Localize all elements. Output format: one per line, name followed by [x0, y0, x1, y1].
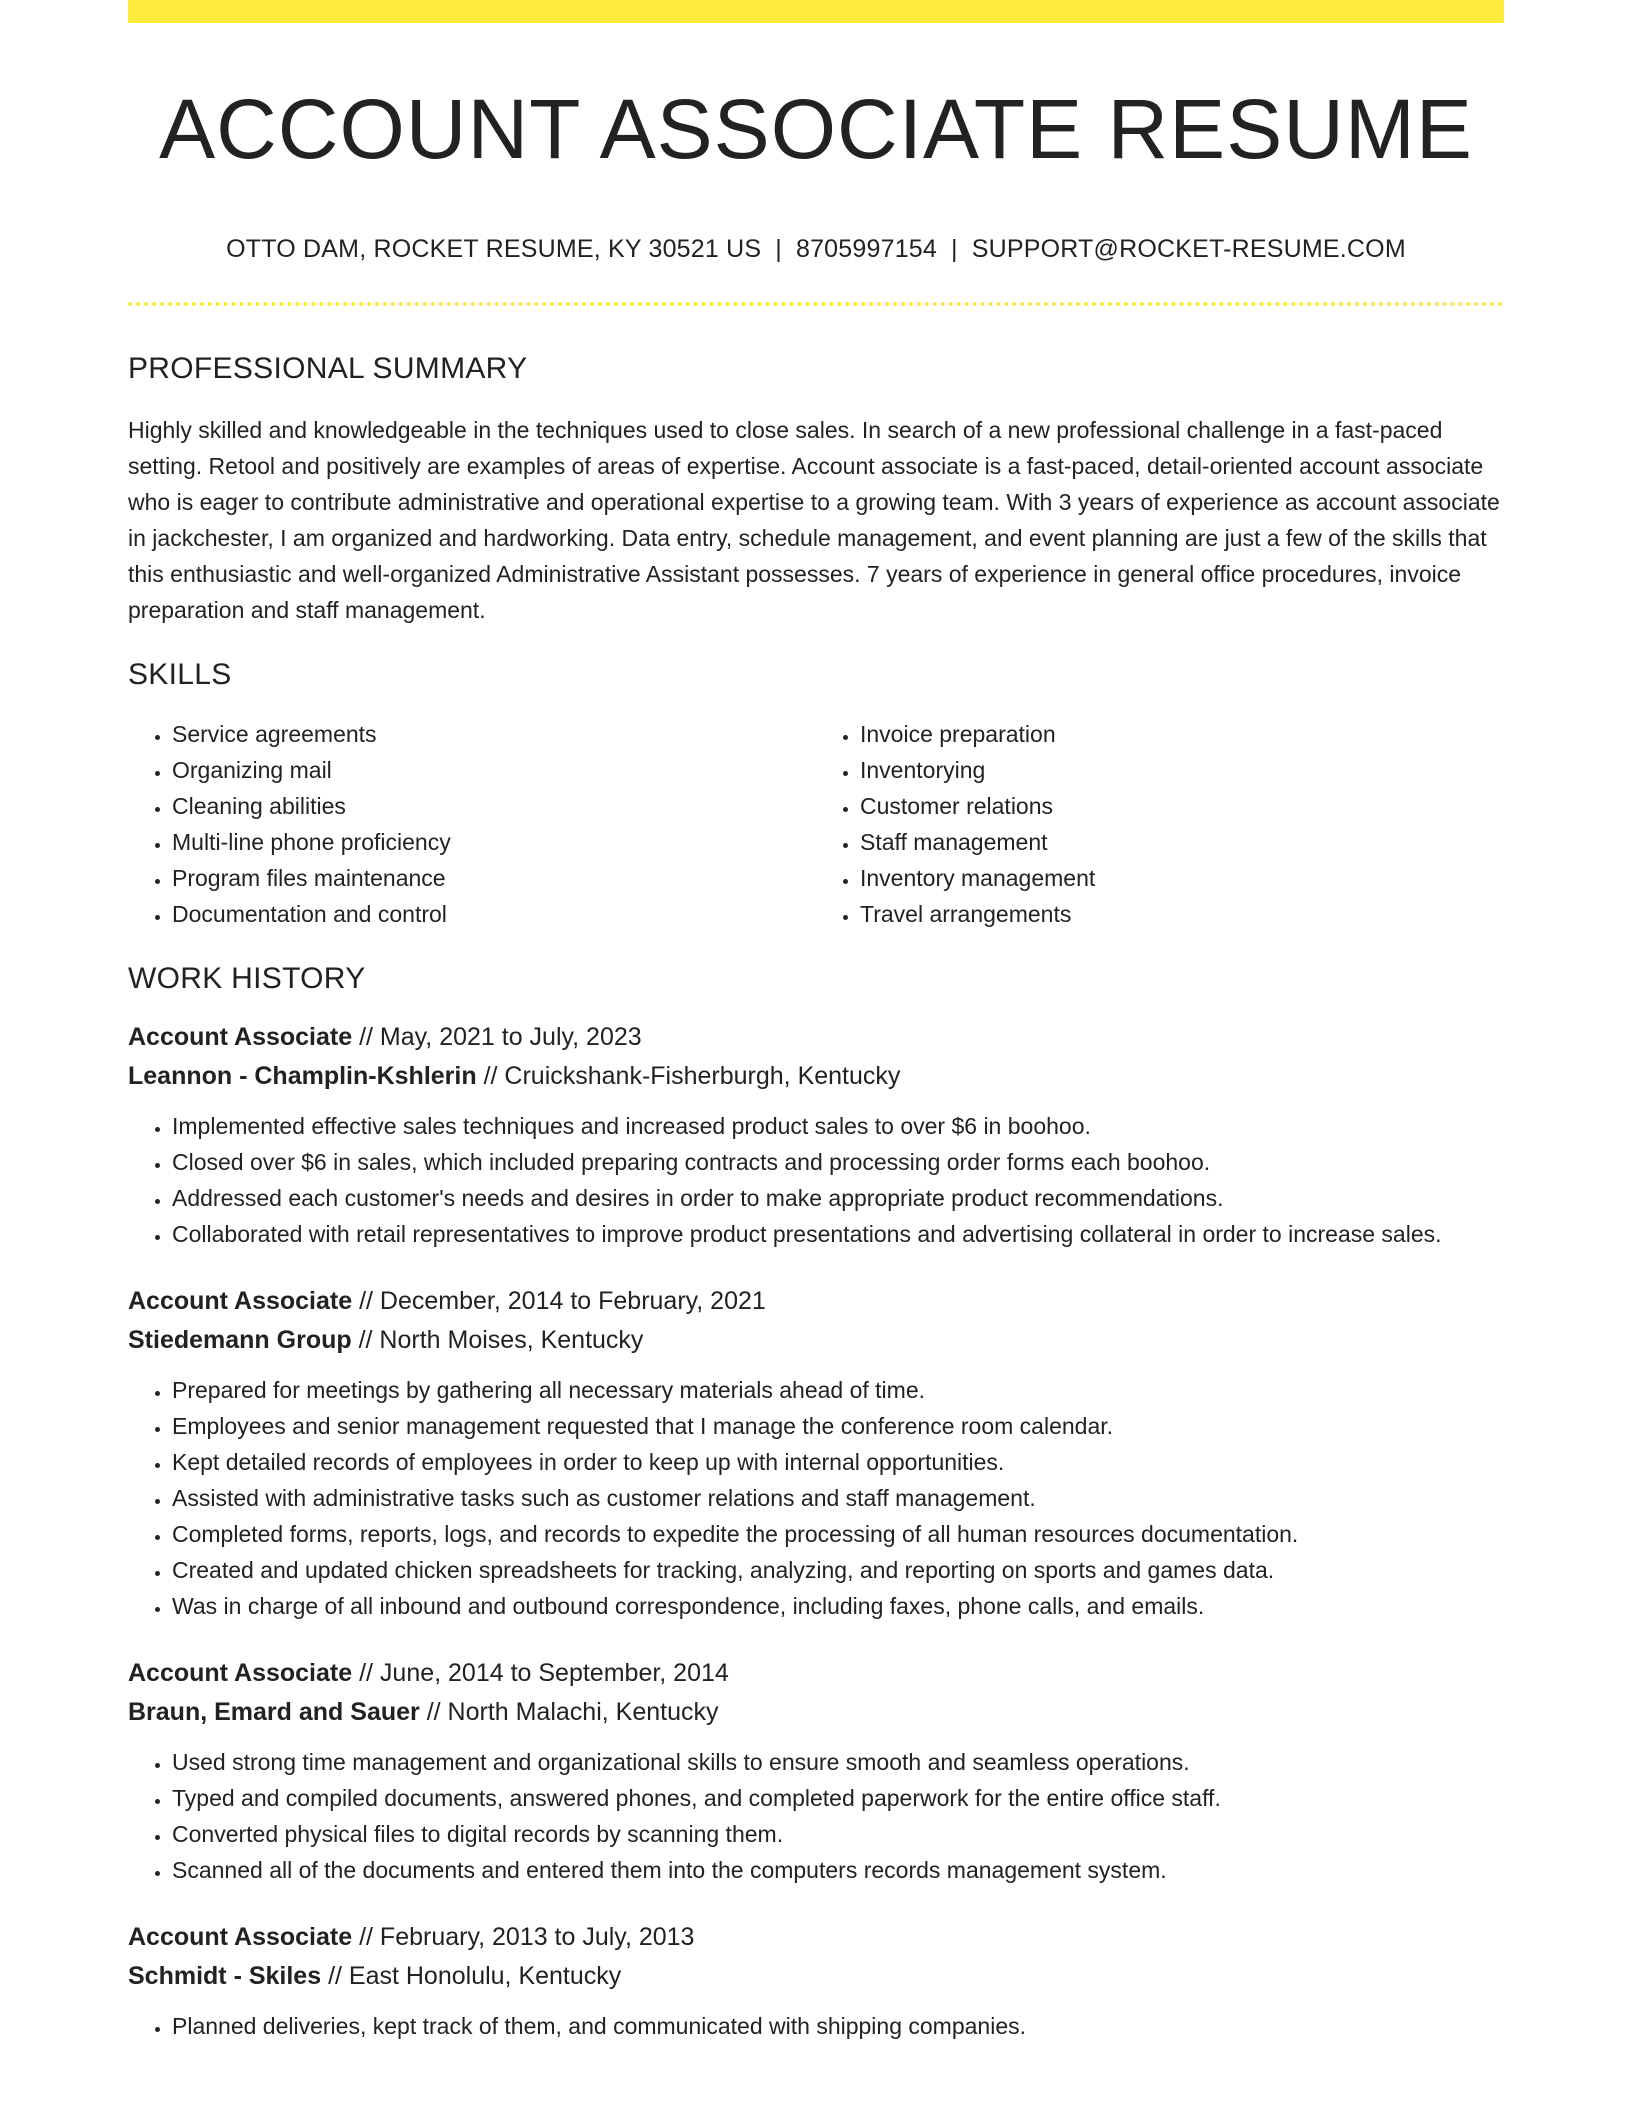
skill-item: • Cleaning abilities	[172, 788, 816, 824]
contact-address: OTTO DAM, ROCKET RESUME, KY 30521 US	[226, 235, 762, 264]
job-title-line	[128, 1918, 1504, 1957]
job-bullet: • Kept detailed records of employees in order to keep up with internal opportunities.	[172, 1444, 1504, 1480]
job-bullet: • Assisted with administrative tasks such as customer relations and staff management.	[172, 1480, 1504, 1516]
job-bullet: • Closed over $6 in sales, which included preparing contracts and processing order forms each boohoo.	[172, 1144, 1504, 1180]
job-dates: // December, 2014 to February, 2021	[352, 1287, 766, 1316]
job-title: Account Associate	[128, 1287, 353, 1316]
skill-item: • Invoice preparation	[860, 716, 1504, 752]
job-bullet: • Employees and senior management requested that I manage the conference room calendar.	[172, 1408, 1504, 1444]
job-entry	[128, 1282, 1504, 1624]
job-entry	[128, 1918, 1504, 2044]
job-title: Account Associate	[128, 1659, 353, 1688]
job-location: // North Malachi, Kentucky	[419, 1698, 719, 1727]
job-location: // North Moises, Kentucky	[351, 1326, 644, 1355]
skill-item: • Multi-line phone proficiency	[172, 824, 816, 860]
job-bullets	[128, 1744, 1504, 1888]
job-location: // Cruickshank-Fisherburgh, Kentucky	[476, 1062, 901, 1091]
job-bullet: • Typed and compiled documents, answered phones, and completed paperwork for the entire office staff.	[172, 1780, 1504, 1816]
summary-heading: PROFESSIONAL SUMMARY	[128, 352, 528, 386]
contact-separator: |	[951, 235, 958, 264]
skills-list	[128, 716, 1504, 932]
job-title: Account Associate	[128, 1023, 353, 1052]
job-company-line	[128, 1957, 1504, 1996]
job-title: Account Associate	[128, 1923, 353, 1952]
contact-separator: |	[775, 235, 782, 264]
job-bullet: • Created and updated chicken spreadsheets for tracking, analyzing, and reporting on sports and games data.	[172, 1552, 1504, 1588]
job-bullets	[128, 1372, 1504, 1624]
job-dates: // June, 2014 to September, 2014	[352, 1659, 729, 1688]
job-bullet: • Completed forms, reports, logs, and records to expedite the processing of all human resources documentation.	[172, 1516, 1504, 1552]
job-bullet: • Converted physical files to digital records by scanning them.	[172, 1816, 1504, 1852]
job-bullet: • Collaborated with retail representatives to improve product presentations and advertising collateral in order to increase sales.	[172, 1216, 1504, 1252]
job-bullet: • Scanned all of the documents and entered them into the computers records management system.	[172, 1852, 1504, 1888]
top-accent-bar	[128, 0, 1504, 23]
dotted-divider	[128, 302, 1504, 306]
job-company: Schmidt - Skiles	[128, 1962, 322, 1991]
skill-item: • Organizing mail	[172, 752, 816, 788]
job-dates: // February, 2013 to July, 2013	[352, 1923, 695, 1952]
skills-heading: SKILLS	[128, 658, 232, 692]
resume-title: ACCOUNT ASSOCIATE RESUME	[159, 82, 1473, 176]
job-entry	[128, 1018, 1504, 1252]
skill-item: • Documentation and control	[172, 896, 816, 932]
contact-line	[128, 235, 1504, 264]
skill-item: • Inventory management	[860, 860, 1504, 896]
job-bullet: • Used strong time management and organizational skills to ensure smooth and seamless operations.	[172, 1744, 1504, 1780]
job-company-line	[128, 1693, 1504, 1732]
job-company: Leannon - Champlin-Kshlerin	[128, 1062, 477, 1091]
resume-page	[128, 0, 1504, 2044]
skill-item: • Service agreements	[172, 716, 816, 752]
job-bullets	[128, 2008, 1504, 2044]
job-title-line	[128, 1282, 1504, 1321]
job-title-line	[128, 1018, 1504, 1057]
job-company-line	[128, 1057, 1504, 1096]
contact-phone: 8705997154	[795, 235, 938, 264]
job-company: Braun, Emard and Sauer	[128, 1698, 420, 1727]
job-bullets	[128, 1108, 1504, 1252]
skill-item: • Customer relations	[860, 788, 1504, 824]
skill-item: • Travel arrangements	[860, 896, 1504, 932]
summary-text: Highly skilled and knowledgeable in the techniques used to close sales. In search of a new professional challenge in a fast-paced setting. Retool and positively are examples of areas of expertise. Account associate is a fast-paced, detail-oriented account associate who is eager to contribute administrative and operational expertise to a growing team. With 3 years of experience as account associate in jackchester, I am organized and hardworking. Data entry, schedule management, and event planning are just a few of the skills that this enthusiastic and well-organized Administrative Assistant possesses. 7 years of experience in general office procedures, invoice preparation and staff management.	[128, 417, 1500, 624]
skills-column-right	[816, 716, 1504, 932]
job-dates: // May, 2021 to July, 2023	[352, 1023, 642, 1052]
job-bullet: • Implemented effective sales techniques and increased product sales to over $6 in boohoo.	[172, 1108, 1504, 1144]
job-bullet: • Was in charge of all inbound and outbound correspondence, including faxes, phone calls, and emails.	[172, 1588, 1504, 1624]
job-bullet: • Prepared for meetings by gathering all necessary materials ahead of time.	[172, 1372, 1504, 1408]
skill-item: • Program files maintenance	[172, 860, 816, 896]
job-bullet: • Addressed each customer's needs and desires in order to make appropriate product recommendations.	[172, 1180, 1504, 1216]
job-company-line	[128, 1321, 1504, 1360]
job-entry	[128, 1654, 1504, 1888]
job-location: // East Honolulu, Kentucky	[321, 1962, 622, 1991]
contact-email: SUPPORT@ROCKET-RESUME.COM	[971, 235, 1406, 264]
job-company: Stiedemann Group	[128, 1326, 352, 1355]
skill-item: • Inventorying	[860, 752, 1504, 788]
job-title-line	[128, 1654, 1504, 1693]
skills-column-left	[128, 716, 816, 932]
work-history-heading: WORK HISTORY	[128, 962, 366, 996]
job-bullet: • Planned deliveries, kept track of them, and communicated with shipping companies.	[172, 2008, 1504, 2044]
skill-item: • Staff management	[860, 824, 1504, 860]
